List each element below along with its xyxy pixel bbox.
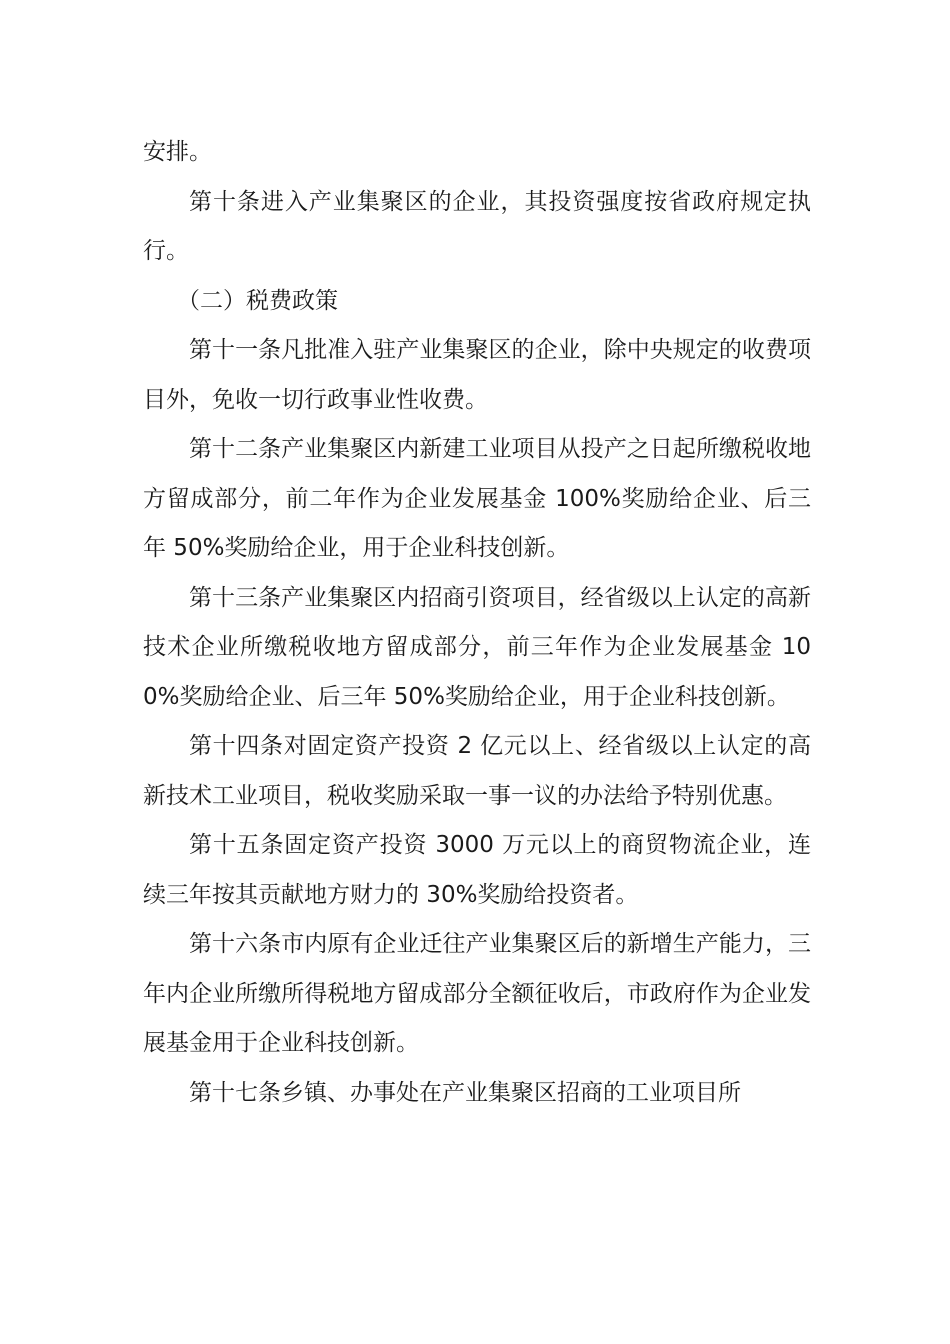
paragraph-continuation: 安排。 — [143, 139, 212, 165]
paragraph-article-15: 第十五条固定资产投资 3000 万元以上的商贸物流企业，连续三年按其贡献地方财力的 30%奖励给投资者。 — [143, 832, 811, 908]
paragraph-article-13: 第十三条产业集聚区内招商引资项目，经省级以上认定的高新技术企业所缴税收地方留成部分，前三年作为企业发展基金 100%奖励给企业、后三年 50%奖励给企业，用于企业科技创新。 — [143, 584, 811, 710]
paragraph-article-12: 第十二条产业集聚区内新建工业项目从投产之日起所缴税收地方留成部分，前二年作为企业发展基金 100%奖励给企业、后三年 50%奖励给企业，用于企业科技创新。 — [143, 436, 811, 561]
paragraph-article-10: 第十条进入产业集聚区的企业，其投资强度按省政府规定执行。 — [143, 188, 811, 264]
section-heading-tax-policy: （二）税费政策 — [177, 287, 338, 314]
document-page — [143, 128, 811, 1118]
paragraph-article-11: 第十一条凡批准入驻产业集聚区的企业，除中央规定的收费项目外，免收一切行政事业性收费。 — [143, 337, 811, 413]
paragraph-article-14: 第十四条对固定资产投资 2 亿元以上、经省级以上认定的高新技术工业项目，税收奖励采取一事一议的办法给予特别优惠。 — [143, 733, 811, 809]
paragraph-article-16: 第十六条市内原有企业迁往产业集聚区后的新增生产能力，三年内企业所缴所得税地方留成部分全额征收后，市政府作为企业发展基金用于企业科技创新。 — [143, 931, 811, 1056]
paragraph-article-17: 第十七条乡镇、办事处在产业集聚区招商的工业项目所 — [189, 1079, 741, 1106]
